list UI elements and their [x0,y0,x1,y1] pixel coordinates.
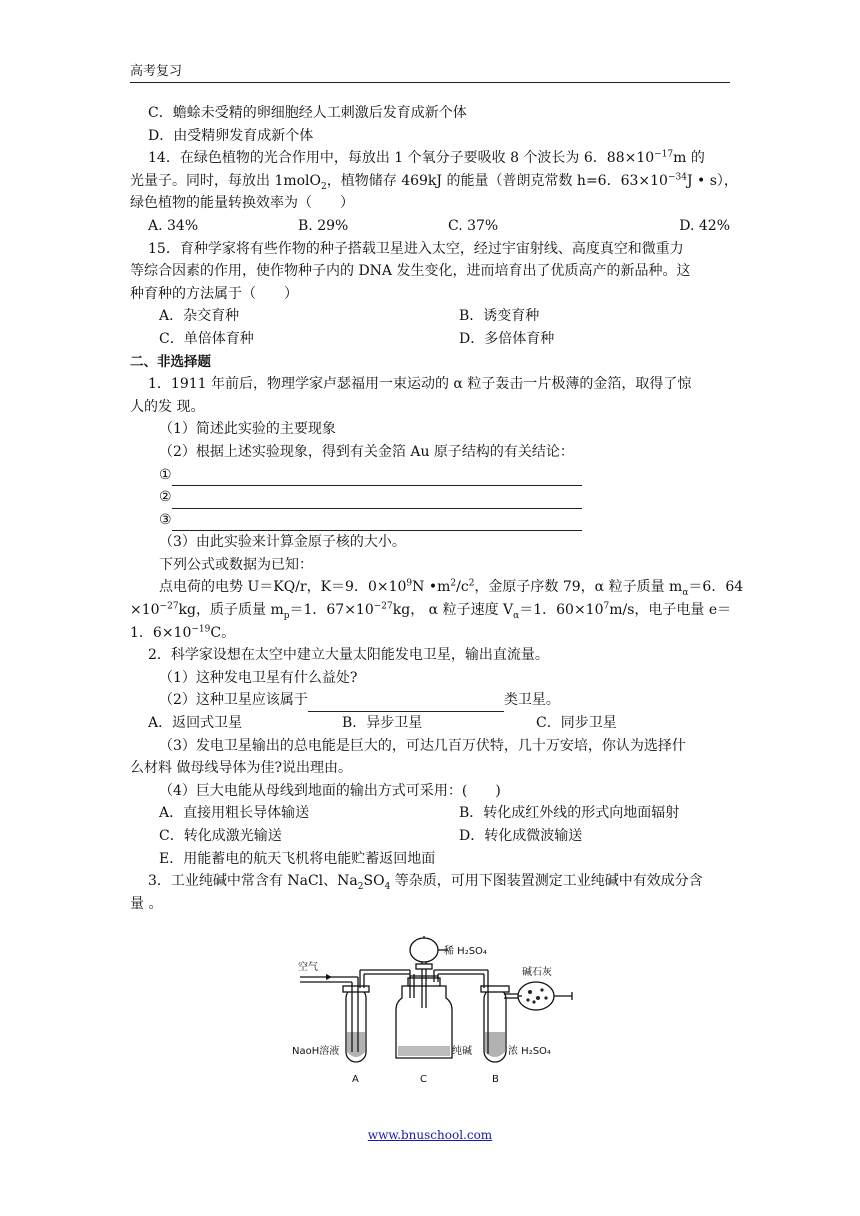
q14-option: C. 37% [448,217,499,234]
p2-q4-option: D．转化成微波输送 [459,828,583,844]
q15-options-row-2 [130,328,730,351]
page-footer [0,1128,860,1142]
q15-option: B．诱变育种 [459,308,540,325]
q14-line-3: 绿色植物的能量转换效率为（ ） [130,195,354,212]
p1-q1: （1）简述此实验的主要现象 [159,421,336,438]
p1-data-2: $\times 10^{-27}kg$，质子质量 $m_p=1$．$67\times 10^{-27}kg$， α 粒子速度 $V_\alpha=1$．$60\times 10^7m/s$，电子电量 e＝ [130,601,732,621]
p1-line-2: 人的发 现。 [130,398,205,415]
p2-q4-option: C．转化成激光输送 [159,828,282,844]
p2-q1: （1）这种发电卫星有什么益处? [159,669,358,686]
p2-q2-options [130,712,730,735]
q15-line-3: 种育种的方法属于（ ） [130,285,298,302]
p1-q2: （2）根据上述实验现象，得到有关金箔 Au 原子结构的有关结论： [159,443,574,460]
p1-line-1: 1．1911 年前后，物理学家卢瑟福用一束运动的 α 粒子轰击一片极薄的金箔，取得了惊 [148,376,692,393]
p2-q3-line-2: 么材料 做母线导体为佳?说出理由。 [130,760,352,777]
label-naoh: NaoH溶液 [292,1046,340,1057]
p1-q3: （3）由此实验来计算金原子核的大小。 [159,534,406,551]
p2-option: A．返回式卫星 [148,715,243,732]
label-conc-acid: 浓 H₂SO₄ [508,1046,551,1057]
q15-line-2: 等综合因素的作用，使作物种子内的 DNA 发生变化，进而培育出了优质高产的新品种。这 [130,263,691,280]
answer-line-3: ③ [130,509,730,532]
answer-line-1: ① [130,464,730,487]
p2-line-1: 2．科学家设想在太空中建立大量太阳能发电卫星，输出直流量。 [148,647,549,664]
q14-line-1: 14．在绿色植物的光合作用中，每放出 1 个氧分子要吸收 8 个波长为 6．$88\times 10^{-17}m$ 的 [148,149,705,167]
footer-link[interactable]: www.bnuschool.com [367,1128,493,1142]
section-heading: 二、非选择题 [130,353,211,370]
q14-option: B. 29% [298,217,349,234]
p2-q4: （4）巨大电能从母线到地面的输出方式可采用：( ) [159,782,501,799]
p2-q4-options-row-2 [130,825,730,848]
q14-line-2: 光量子。同时，每放出 1molO$_2$，植物储存 469kJ 的能量（普朗克常数 h=6．$63\times 10^{-34}J$ • s）， [130,172,738,192]
p2-q3-line-1: （3）发电卫星输出的总电能是巨大的，可达几百万伏特，几十万安培，你认为选择什 [159,737,686,754]
p2-q2: （2）这种卫星应该属于 类卫星。 [130,689,730,712]
q14-option: A. 34% [148,217,199,234]
p2-q4-option-e: E．用能蓄电的航天飞机将电能贮蓄返回地面 [159,850,436,867]
header-title: 高考复习 [130,64,183,79]
apparatus-diagram [290,928,590,1088]
q14-options [130,215,730,238]
q15-options-row-1 [130,305,730,328]
p1-given: 下列公式或数据为已知： [159,556,313,573]
q15-option: A．杂交育种 [159,308,240,325]
p2-option: B．异步卫星 [342,715,423,732]
p3-line-2: 量 。 [130,895,163,912]
label-b: B [492,1074,499,1085]
p2-q4-options-row-1 [130,802,730,825]
p2-q4-option: B．转化成红外线的形式向地面辐射 [459,805,680,822]
p3-line-1: 3．工业纯碱中常含有 NaCl、$Na_2SO_4$ 等杂质，可用下图装置测定工业纯碱中有效成分含 [148,873,703,892]
q14-option: D. 42% [679,217,730,234]
p1-data-3: 1．$6\times 10^{-19}C$。 [130,624,236,641]
q15-option: D．多倍体育种 [459,330,555,347]
page-header [130,60,730,83]
document-body [130,102,744,915]
answer-line-2: ② [130,486,730,509]
label-soda-lime: 碱石灰 [522,967,552,978]
label-dilute-acid: 稀 H₂SO₄ [444,946,487,957]
label-c: C [420,1074,427,1085]
p1-data-1: 点电荷的电势 U＝KQ/r，K＝9．$0\times 10^9N$ $•m^2/c^2$，金原子序数 79，α 粒子质量 $m_\alpha=6$．64 [159,578,744,599]
label-air: 空气 [298,962,318,973]
p2-q4-option: A．直接用粗长导体输送 [159,805,310,822]
q13-option-c: C．蟾蜍未受精的卵细胞经人工刺激后发育成新个体 [148,105,467,121]
label-soda: 纯碱 [452,1046,472,1057]
p2-option: C．同步卫星 [536,715,617,732]
q15-option: C．单倍体育种 [159,330,254,347]
label-a: A [352,1074,359,1085]
q13-option-d: D．由受精卵发育成新个体 [148,127,314,144]
q15-line-1: 15．育种学家将有些作物的种子搭载卫星进入太空，经过宇宙射线、高度真空和微重力 [148,240,684,257]
